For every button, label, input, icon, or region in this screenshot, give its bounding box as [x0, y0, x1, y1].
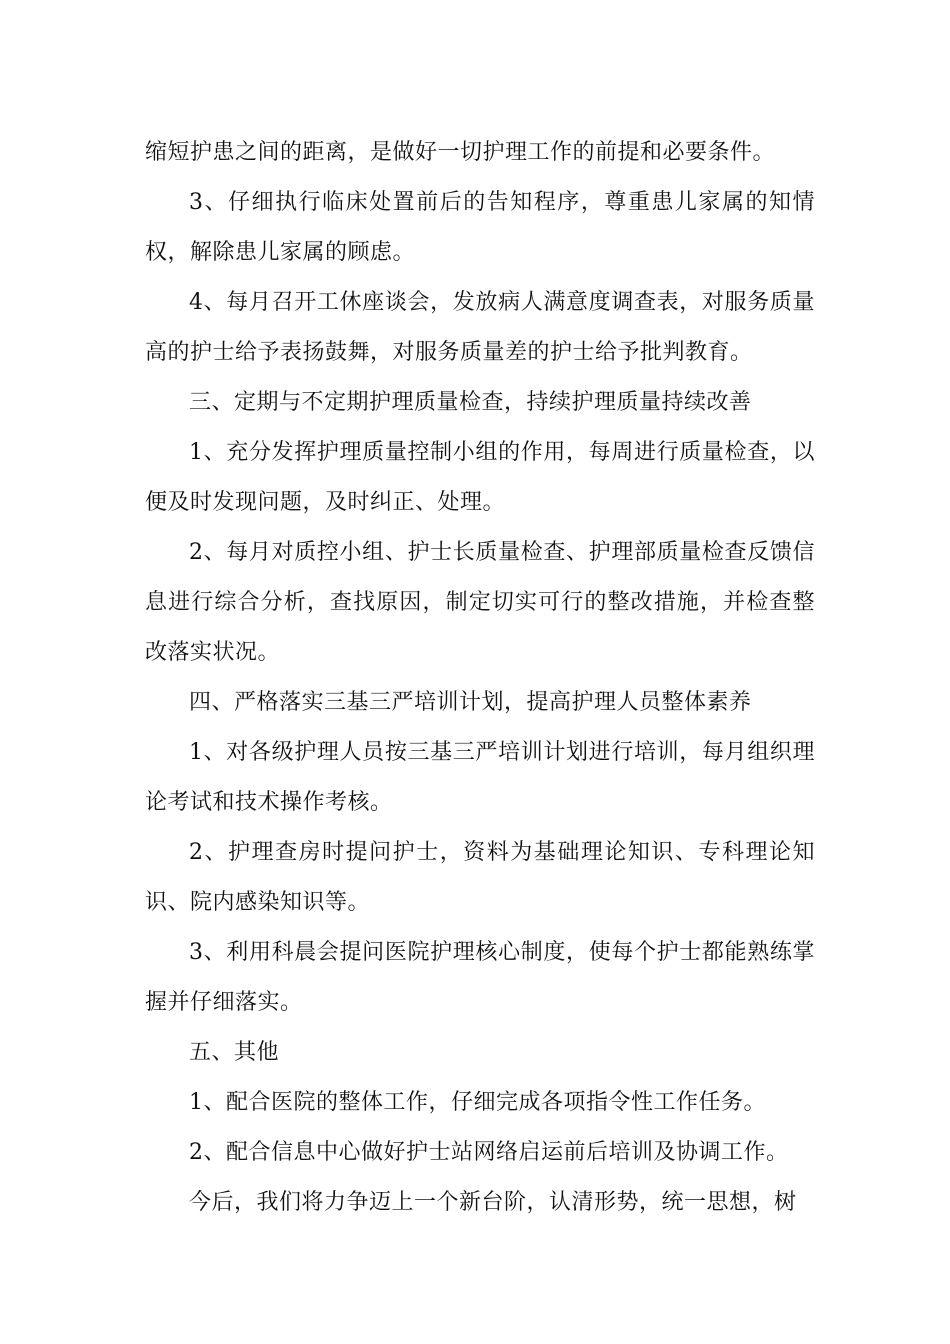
paragraph-item-1-quality-group: 1、充分发挥护理质量控制小组的作用，每周进行质量检查，以便及时发现问题，及时纠正、处理。	[145, 440, 815, 515]
section-heading-5: 五、其他	[189, 1040, 280, 1065]
paragraph-item-2-analysis: 2、每月对质控小组、护士长质量检查、护理部质量检查反馈信息进行综合分析，查找原因，制定切实可行的整改措施，并检查整改落实状况。	[145, 540, 815, 665]
paragraph-closing: 今后，我们将力争迈上一个新台阶，认清形势，统一思想，树	[189, 1190, 797, 1215]
section-heading-3: 三、定期与不定期护理质量检查，持续护理质量持续改善	[189, 390, 752, 415]
paragraph-item-1-cooperate: 1、配合医院的整体工作，仔细完成各项指令性工作任务。	[189, 1090, 766, 1115]
paragraph-item-2-network: 2、配合信息中心做好护士站网络启运前后培训及协调工作。	[189, 1140, 789, 1165]
paragraph-continuation: 缩短护患之间的距离，是做好一切护理工作的前提和必要条件。	[145, 140, 776, 165]
paragraph-item-3-notification: 3、仔细执行临床处置前后的告知程序，尊重患儿家属的知情权，解除患儿家属的顾虑。	[145, 190, 815, 265]
paragraph-item-2-rounds: 2、护理查房时提问护士，资料为基础理论知识、专科理论知识、院内感染知识等。	[145, 840, 815, 915]
paragraph-item-1-training: 1、对各级护理人员按三基三严培训计划进行培训，每月组织理论考试和技术操作考核。	[145, 740, 815, 815]
section-heading-4: 四、严格落实三基三严培训计划，提高护理人员整体素养	[189, 690, 752, 715]
document-body	[145, 128, 815, 1228]
paragraph-item-4-meeting: 4、每月召开工休座谈会，发放病人满意度调查表，对服务质量高的护士给予表扬鼓舞，对服务质量差的护士给予批判教育。	[145, 290, 815, 365]
paragraph-item-3-morning-meeting: 3、利用科晨会提问医院护理核心制度，使每个护士都能熟练掌握并仔细落实。	[145, 940, 815, 1015]
